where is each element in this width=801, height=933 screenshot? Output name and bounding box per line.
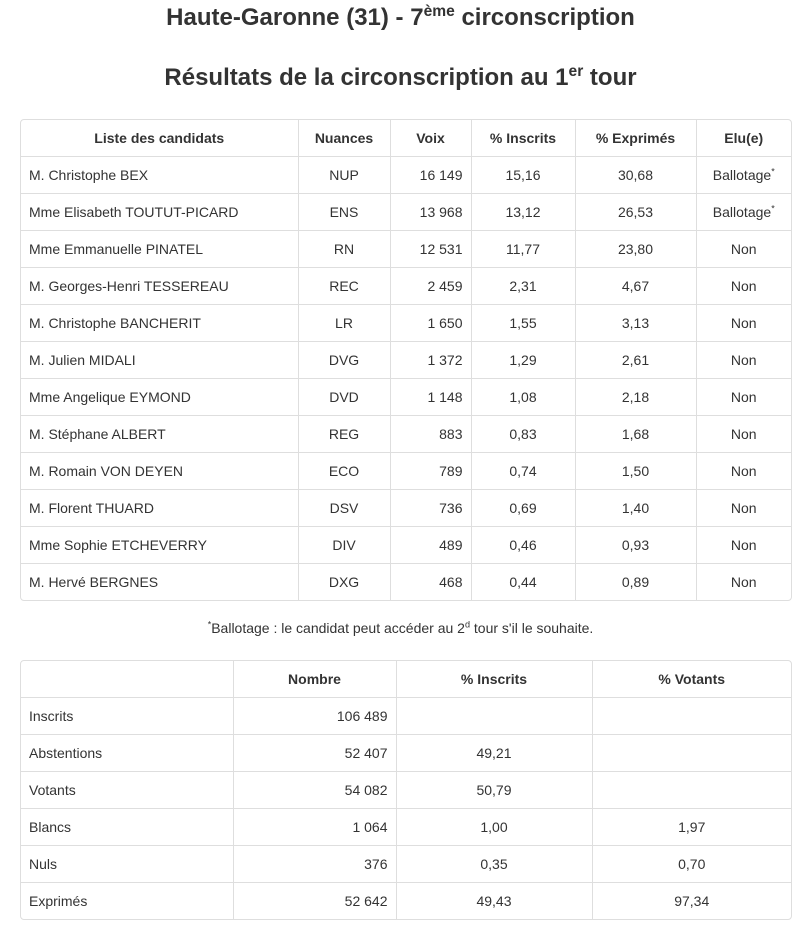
ballotage-footnote: *Ballotage : le candidat peut accéder au 2$^d$ tour s'il le souhaite. <box>207 619 594 636</box>
candidate-name: M. Julien MIDALI <box>21 342 298 379</box>
summary-row <box>21 883 791 920</box>
candidate-name: M. Christophe BANCHERIT <box>21 305 298 342</box>
summary-header-row <box>21 661 791 698</box>
summary-pct-inscrits: 49,21 <box>396 735 592 772</box>
candidate-elu: Non <box>696 453 791 490</box>
candidate-pct-inscrits: 0,46 <box>471 527 575 564</box>
candidate-voix: 489 <box>390 527 471 564</box>
candidate-voix: 12 531 <box>390 231 471 268</box>
candidate-pct-inscrits: 1,55 <box>471 305 575 342</box>
candidate-elu: Non <box>730 574 757 590</box>
candidate-row <box>21 379 791 416</box>
candidate-row <box>21 453 791 490</box>
summary-label: Abstentions <box>21 735 233 772</box>
summary-nombre: 54 082 <box>233 772 396 809</box>
header-candidates: Liste des candidats <box>21 120 298 157</box>
candidate-pct-inscrits: 0,44 <box>471 564 575 601</box>
candidate-name: Mme Emmanuelle PINATEL <box>21 231 298 268</box>
summary-label: Inscrits <box>21 698 233 735</box>
candidate-pct-exprimes: 1,40 <box>575 490 696 527</box>
summary-pct-votants <box>592 735 791 772</box>
candidate-pct-inscrits: 0,83 <box>471 416 575 453</box>
candidate-elu: Non <box>696 231 791 268</box>
candidate-pct-exprimes: 0,93 <box>575 527 696 564</box>
candidate-pct-inscrits: 0,74 <box>471 453 575 490</box>
candidate-voix: 13 968 <box>390 194 471 231</box>
summary-pct-votants: 1,97 <box>592 809 791 846</box>
candidate-pct-exprimes: 1,50 <box>575 453 696 490</box>
candidate-row <box>21 268 791 305</box>
candidate-name: Mme Sophie ETCHEVERRY <box>21 527 298 564</box>
candidate-pct-exprimes: 23,80 <box>575 231 696 268</box>
candidate-elu: Ballotage* <box>696 157 791 194</box>
candidate-nuance: DVG <box>298 342 390 379</box>
summary-nombre: 52 407 <box>233 735 396 772</box>
summary-pct-inscrits: 50,79 <box>396 772 592 809</box>
candidate-name: M. Romain VON DEYEN <box>21 453 298 490</box>
candidate-name: M. Hervé BERGNES <box>21 564 298 601</box>
summary-row <box>21 772 791 809</box>
candidate-row <box>21 564 791 601</box>
candidate-pct-exprimes: 2,18 <box>575 379 696 416</box>
candidate-elu: Ballotage* <box>696 194 791 231</box>
candidate-row <box>21 416 791 453</box>
candidate-name: M. Christophe BEX <box>21 157 298 194</box>
candidate-voix: 789 <box>390 453 471 490</box>
candidate-elu: Non <box>696 416 791 453</box>
candidate-nuance: LR <box>298 305 390 342</box>
summary-pct-inscrits: 1,00 <box>396 809 592 846</box>
candidate-pct-exprimes: 4,67 <box>575 268 696 305</box>
candidate-row <box>21 342 791 379</box>
candidate-voix: 1 372 <box>390 342 471 379</box>
candidate-nuance: NUP <box>298 157 390 194</box>
candidate-pct-exprimes: 1,68 <box>575 416 696 453</box>
candidate-name: Mme Angelique EYMOND <box>21 379 298 416</box>
summary-pct-votants: 97,34 <box>674 893 710 909</box>
candidate-nuance: REC <box>298 268 390 305</box>
candidate-row <box>21 194 791 231</box>
candidate-name: M. Florent THUARD <box>21 490 298 527</box>
candidate-pct-inscrits: 1,08 <box>471 379 575 416</box>
summary-label: Exprimés <box>21 883 233 920</box>
candidate-elu: Non <box>696 490 791 527</box>
summary-nombre: 1 064 <box>233 809 396 846</box>
candidate-row <box>21 157 791 194</box>
header-empty <box>21 661 233 698</box>
candidate-pct-inscrits: 15,16 <box>471 157 575 194</box>
candidate-name: M. Georges-Henri TESSEREAU <box>21 268 298 305</box>
summary-nombre: 52 642 <box>233 883 396 920</box>
summary-pct-inscrits <box>396 698 592 735</box>
header-pct-exprimes: % Exprimés <box>575 120 696 157</box>
summary-row <box>21 698 791 735</box>
candidate-pct-inscrits: 2,31 <box>471 268 575 305</box>
summary-pct-votants <box>592 698 791 735</box>
summary-nombre: 376 <box>233 846 396 883</box>
candidate-voix: 1 148 <box>390 379 471 416</box>
candidate-elu: Non <box>696 305 791 342</box>
summary-pct-inscrits: 0,35 <box>396 846 592 883</box>
summary-row <box>21 735 791 772</box>
summary-row <box>21 846 791 883</box>
candidate-pct-exprimes: 3,13 <box>575 305 696 342</box>
page-title: Haute-Garonne (31) - 7ème circonscription <box>166 3 635 31</box>
candidate-elu: Non <box>696 268 791 305</box>
summary-label: Votants <box>21 772 233 809</box>
header-voix: Voix <box>390 120 471 157</box>
candidate-nuance: RN <box>298 231 390 268</box>
summary-pct-inscrits: 49,43 <box>396 883 592 920</box>
results-subtitle: Résultats de la circonscription au 1er tour <box>164 63 637 91</box>
summary-label: Nuls <box>21 846 233 883</box>
header-pct-votants: % Votants <box>592 661 791 698</box>
header-nuances: Nuances <box>298 120 390 157</box>
summary-row <box>21 809 791 846</box>
candidate-elu: Non <box>696 527 791 564</box>
candidate-pct-exprimes: 2,61 <box>575 342 696 379</box>
candidates-header-row <box>21 120 791 157</box>
summary-pct-votants <box>592 772 791 809</box>
summary-label: Blancs <box>21 809 233 846</box>
header-pct-inscrits: % Inscrits <box>471 120 575 157</box>
header-pct-inscrits: % Inscrits <box>396 661 592 698</box>
candidate-row <box>21 490 791 527</box>
summary-table <box>20 660 792 920</box>
candidate-voix: 736 <box>390 490 471 527</box>
candidate-nuance: DSV <box>298 490 390 527</box>
candidate-nuance: DVD <box>298 379 390 416</box>
candidate-voix: 16 149 <box>390 157 471 194</box>
header-elu: Elu(e) <box>696 120 791 157</box>
candidate-name: M. Stéphane ALBERT <box>21 416 298 453</box>
candidate-voix: 883 <box>390 416 471 453</box>
candidate-pct-inscrits: 1,29 <box>471 342 575 379</box>
candidate-nuance: REG <box>298 416 390 453</box>
candidate-nuance: DXG <box>298 564 390 601</box>
candidate-name: Mme Elisabeth TOUTUT-PICARD <box>21 194 298 231</box>
candidate-row <box>21 527 791 564</box>
candidate-pct-exprimes: 30,68 <box>575 157 696 194</box>
candidate-nuance: ECO <box>298 453 390 490</box>
candidate-nuance: DIV <box>298 527 390 564</box>
candidate-nuance: ENS <box>298 194 390 231</box>
candidate-row <box>21 305 791 342</box>
candidate-voix: 1 650 <box>390 305 471 342</box>
candidate-pct-exprimes: 26,53 <box>575 194 696 231</box>
summary-pct-votants: 0,70 <box>592 846 791 883</box>
candidates-table <box>20 119 792 601</box>
candidate-pct-exprimes: 0,89 <box>575 564 696 601</box>
candidate-voix: 2 459 <box>390 268 471 305</box>
candidate-pct-inscrits: 13,12 <box>471 194 575 231</box>
summary-nombre: 106 489 <box>233 698 396 735</box>
candidate-pct-inscrits: 0,69 <box>471 490 575 527</box>
candidate-elu: Non <box>696 342 791 379</box>
candidate-row <box>21 231 791 268</box>
candidate-voix: 468 <box>390 564 471 601</box>
candidate-pct-inscrits: 11,77 <box>471 231 575 268</box>
candidate-elu: Non <box>696 379 791 416</box>
header-nombre: Nombre <box>233 661 396 698</box>
